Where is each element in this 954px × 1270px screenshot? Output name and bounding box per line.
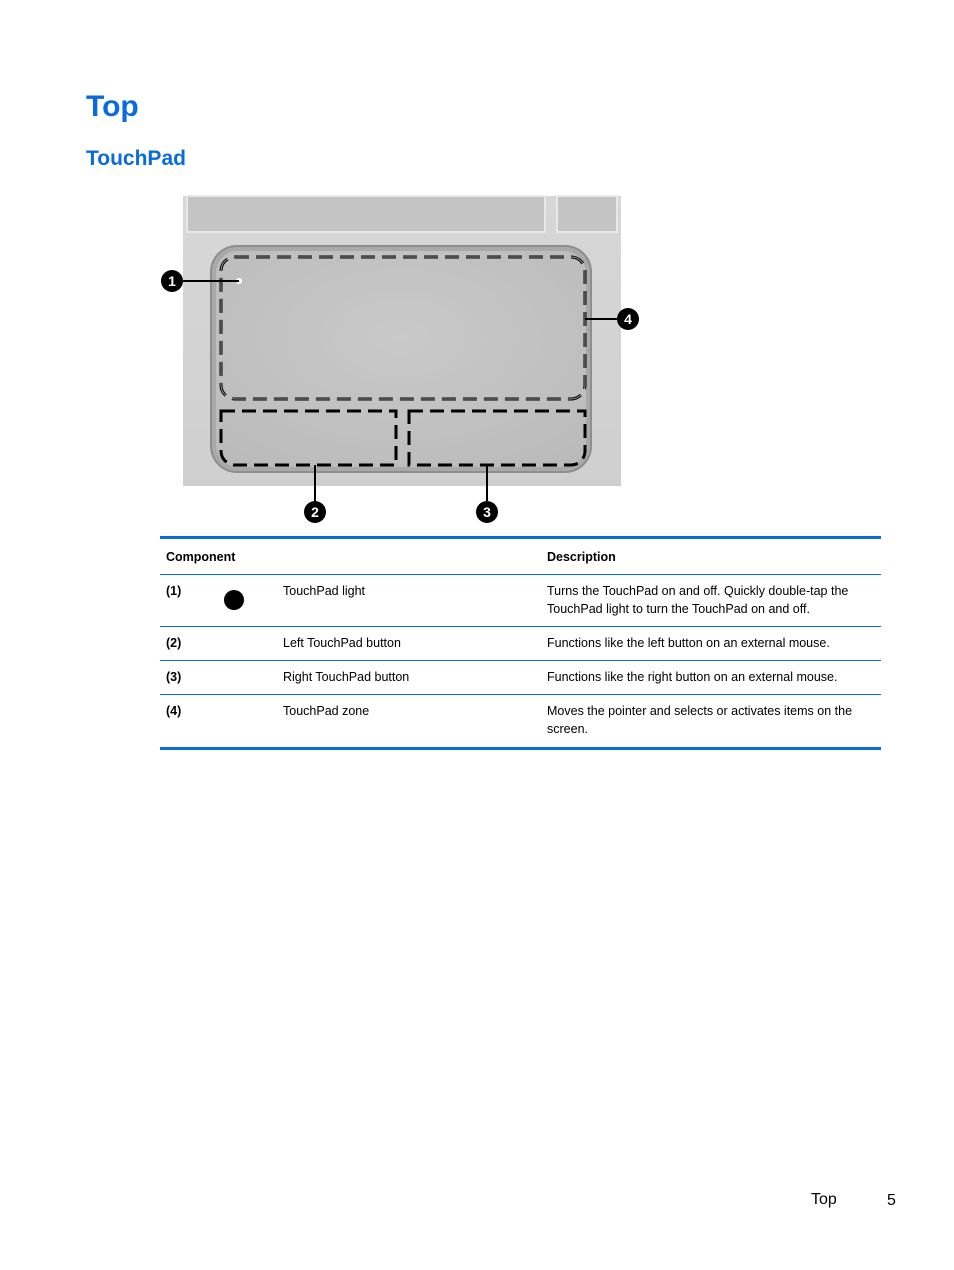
touchpad-surface bbox=[216, 251, 586, 467]
table-row bbox=[160, 661, 881, 695]
header-description: Description bbox=[541, 538, 881, 575]
row-description: Functions like the right button on an external mouse. bbox=[541, 661, 881, 695]
header-component: Component bbox=[160, 538, 541, 575]
row-component: TouchPad light bbox=[277, 575, 541, 627]
table-row bbox=[160, 695, 881, 749]
touchpad-figure bbox=[155, 190, 645, 530]
row-number: (2) bbox=[160, 627, 212, 661]
callout-3-text: 3 bbox=[483, 504, 491, 520]
row-number: (1) bbox=[160, 575, 212, 627]
keyboard-edge-left bbox=[187, 196, 545, 232]
section-title: TouchPad bbox=[86, 147, 186, 170]
callout-4-text: 4 bbox=[624, 311, 632, 327]
row-description: Turns the TouchPad on and off. Quickly double-tap the TouchPad light to turn the TouchPad on and off. bbox=[541, 575, 881, 627]
footer-section-label: Top bbox=[811, 1191, 837, 1208]
touchpad-illustration bbox=[155, 190, 645, 530]
table-row bbox=[160, 627, 881, 661]
page-title: Top bbox=[86, 90, 139, 123]
callout-1-text: 1 bbox=[168, 273, 176, 289]
row-number: (3) bbox=[160, 661, 212, 695]
touchpad-light-dot-icon bbox=[224, 590, 244, 610]
callout-2-text: 2 bbox=[311, 504, 319, 520]
row-component: TouchPad zone bbox=[283, 704, 370, 718]
keyboard-edge-right bbox=[557, 196, 617, 232]
row-component: Right TouchPad button bbox=[277, 661, 541, 695]
component-table bbox=[160, 536, 881, 750]
footer-page-number: 5 bbox=[887, 1192, 896, 1209]
row-component: Left TouchPad button bbox=[277, 627, 541, 661]
row-number: (4) bbox=[166, 704, 182, 718]
table-header-row bbox=[160, 538, 881, 575]
row-description: Functions like the left button on an external mouse. bbox=[541, 627, 881, 661]
row-description: Moves the pointer and selects or activates items on the screen. bbox=[547, 704, 853, 736]
table-row bbox=[160, 575, 881, 627]
